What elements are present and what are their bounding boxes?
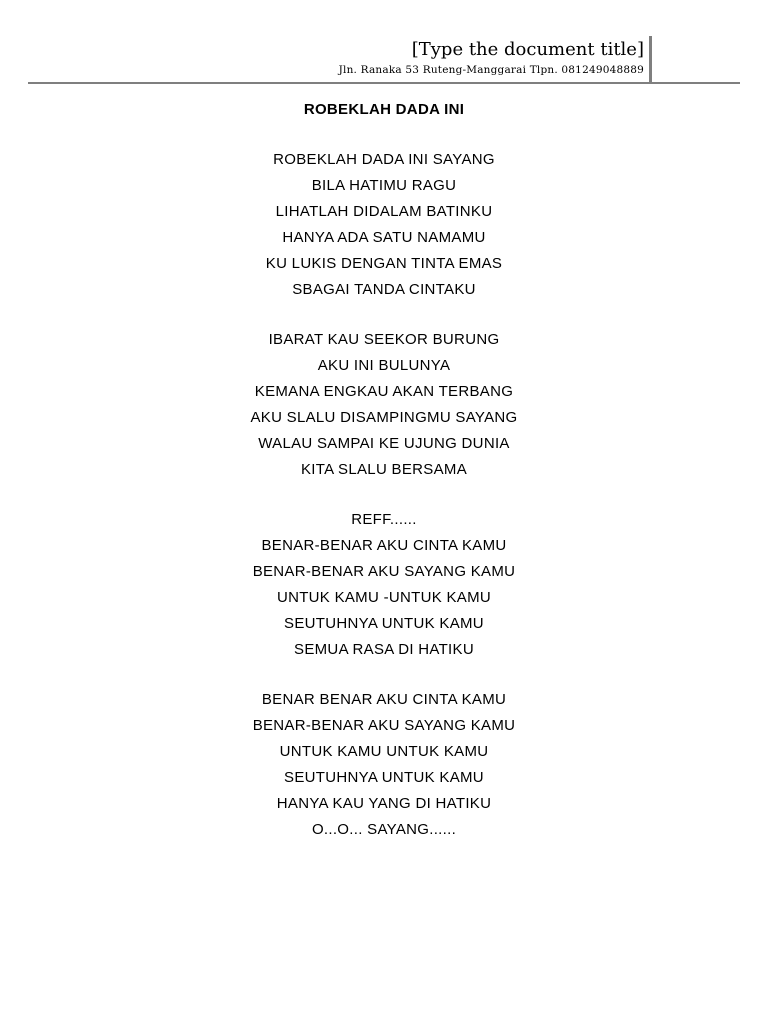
lyric-line: LIHATLAH DIDALAM BATINKU	[275, 203, 493, 220]
spacer	[0, 303, 768, 327]
lyric-line: BENAR-BENAR AKU SAYANG KAMU	[252, 717, 516, 734]
stanza-1	[0, 147, 768, 303]
lyric-line: REFF......	[351, 511, 417, 528]
document-body	[0, 97, 768, 843]
lyric-line: KU LUKIS DENGAN TINTA EMAS	[265, 255, 503, 272]
lyric-line: UNTUK KAMU UNTUK KAMU	[279, 743, 489, 760]
lyric-line: SEUTUHNYA UNTUK KAMU	[284, 615, 484, 632]
lyric-line: HANYA ADA SATU NAMAMU	[282, 229, 486, 246]
lyric-line: BENAR-BENAR AKU CINTA KAMU	[261, 537, 507, 554]
lyric-line: KITA SLALU BERSAMA	[300, 461, 467, 478]
document-address: Jln. Ranaka 53 Ruteng-Manggarai Tlpn. 081249048889	[338, 64, 644, 76]
lyric-line: ROBEKLAH DADA INI SAYANG	[273, 151, 495, 168]
spacer	[0, 483, 768, 507]
lyric-line: BILA HATIMU RAGU	[311, 177, 457, 194]
lyric-line: SBAGAI TANDA CINTAKU	[292, 281, 476, 298]
header-divider	[28, 82, 740, 84]
lyric-line: HANYA KAU YANG DI HATIKU	[276, 795, 492, 812]
document-title[interactable]: [Type the document title]	[411, 39, 644, 60]
lyric-line: O...O... SAYANG......	[311, 821, 457, 838]
song-title: ROBEKLAH DADA INI	[303, 101, 465, 118]
stanza-2	[0, 327, 768, 483]
lyric-line: UNTUK KAMU -UNTUK KAMU	[276, 589, 492, 606]
lyric-line: SEUTUHNYA UNTUK KAMU	[284, 769, 484, 786]
spacer	[0, 663, 768, 687]
lyric-line: WALAU SAMPAI KE UJUNG DUNIA	[258, 435, 510, 452]
lyric-line: KEMANA ENGKAU AKAN TERBANG	[254, 383, 514, 400]
header-vertical-bar	[649, 36, 652, 84]
lyric-line: BENAR-BENAR AKU SAYANG KAMU	[252, 563, 516, 580]
lyric-line: AKU INI BULUNYA	[317, 357, 451, 374]
lyric-line: SEMUA RASA DI HATIKU	[294, 641, 474, 658]
stanza-reff	[0, 507, 768, 663]
lyric-line: BENAR BENAR AKU CINTA KAMU	[261, 691, 507, 708]
document-header	[0, 0, 768, 84]
lyric-line: AKU SLALU DISAMPINGMU SAYANG	[250, 409, 518, 426]
lyric-line: IBARAT KAU SEEKOR BURUNG	[268, 331, 500, 348]
spacer	[0, 123, 768, 147]
header-text-block	[339, 38, 644, 78]
stanza-4	[0, 687, 768, 843]
